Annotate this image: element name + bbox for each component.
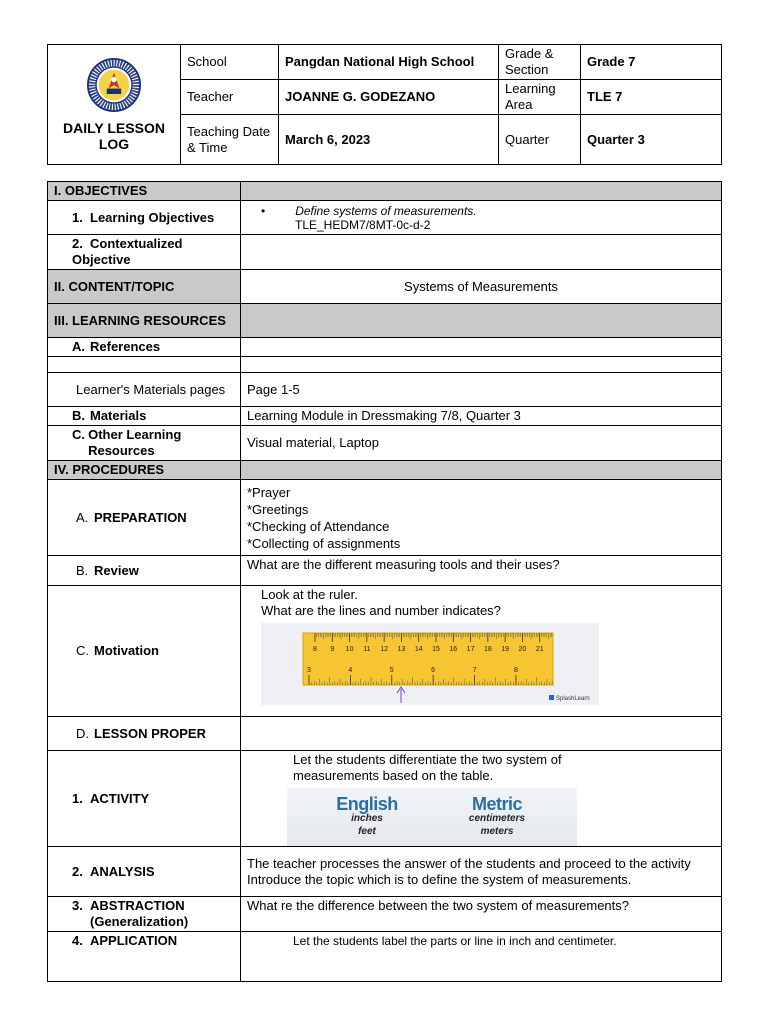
procedures-heading: IV. PROCEDURES xyxy=(48,461,241,480)
preparation-value xyxy=(241,480,722,556)
teacher-value: JOANNE G. GODEZANO xyxy=(279,80,499,115)
teacher-label: Teacher xyxy=(181,80,279,115)
area-label: Learning Area xyxy=(499,80,581,115)
school-value: Pangdan National High School xyxy=(279,45,499,80)
english-unit: inches xyxy=(351,813,383,824)
preparation-label: A. PREPARATION xyxy=(48,480,241,556)
bullet-icon: • xyxy=(261,204,296,218)
lesson-proper-label: D. LESSON PROPER xyxy=(48,717,241,751)
application-value: Let the students label the parts or line in inch and centimeter. xyxy=(241,932,722,982)
metric-unit: centimeters xyxy=(468,813,526,824)
analysis-value: The teacher processes the answer of the students and proceed to the activity Introduce the topic which is to define the system of measurements. xyxy=(241,847,722,897)
activity-text: Let the students differentiate the two system of measurements based on the table. xyxy=(293,752,562,783)
learning-objectives-value: • Define systems of measurements. TLE_HEDM7/8MT-0c-d-2 xyxy=(241,201,722,235)
ruler-image xyxy=(261,623,599,705)
systems-image xyxy=(287,788,577,846)
school-label: School xyxy=(181,45,279,80)
inch-label: 3 xyxy=(307,667,311,674)
quarter-label: Quarter xyxy=(499,115,581,165)
cm-label: 12 xyxy=(380,646,389,653)
motivation-line-1: Look at the ruler. xyxy=(261,587,358,602)
grade-value: Grade 7 xyxy=(581,45,722,80)
references-label: A. References xyxy=(48,338,241,357)
other-resources-value: Visual material, Laptop xyxy=(241,426,722,461)
other-resources-label: C. Other Learning Resources xyxy=(48,426,241,461)
english-heading: English xyxy=(336,794,398,814)
inch-label: 8 xyxy=(513,667,518,674)
content-value: Systems of Measurements xyxy=(241,270,722,304)
review-value: What are the different measuring tools and their uses? xyxy=(241,556,722,586)
cm-label: 10 xyxy=(345,646,354,653)
title-cell xyxy=(48,45,181,165)
prep-item: *Greetings xyxy=(247,501,309,517)
cm-label: 9 xyxy=(330,646,335,653)
motivation-label: C. Motivation xyxy=(48,586,241,717)
cm-label: 17 xyxy=(466,646,475,653)
prep-item: *Checking of Attendance xyxy=(247,518,390,534)
deped-seal-icon xyxy=(87,58,141,112)
content-heading: II. CONTENT/TOPIC xyxy=(48,270,241,304)
motivation-value xyxy=(241,586,722,717)
learners-materials-label: Learner's Materials pages xyxy=(48,373,241,407)
review-label: B. Review xyxy=(48,556,241,586)
splashlearn-logo-icon xyxy=(549,695,554,700)
cm-label: 13 xyxy=(397,646,406,653)
date-label: Teaching Date & Time xyxy=(181,115,279,165)
header-table xyxy=(47,44,722,165)
materials-value: Learning Module in Dressmaking 7/8, Quarter 3 xyxy=(241,407,722,426)
contextualized-objective-value xyxy=(241,235,722,270)
cm-label: 15 xyxy=(432,646,440,653)
cm-label: 11 xyxy=(363,646,371,653)
abstraction-value: What re the difference between the two system of measurements? xyxy=(241,897,722,932)
materials-label: B. Materials xyxy=(48,407,241,426)
cm-label: 18 xyxy=(483,646,492,653)
abstraction-label: 3. ABSTRACTION (Generalization) xyxy=(48,897,241,932)
motivation-line-2: What are the lines and number indicates? xyxy=(261,603,501,618)
lesson-table xyxy=(47,181,722,982)
resources-heading: III. LEARNING RESOURCES xyxy=(48,304,241,338)
grade-label: Grade & Section xyxy=(499,45,581,80)
activity-label: 1. ACTIVITY xyxy=(48,751,241,847)
ruler-icon xyxy=(261,623,599,705)
credit-label: SplashLearn xyxy=(556,696,590,702)
prep-item: *Prayer xyxy=(247,484,291,500)
cm-label: 16 xyxy=(449,646,458,653)
activity-value xyxy=(241,751,722,847)
learners-materials-value: Page 1-5 xyxy=(241,373,722,407)
inch-label: 4 xyxy=(348,667,353,674)
area-value: TLE 7 xyxy=(581,80,722,115)
metric-heading: Metric xyxy=(471,794,522,814)
cm-label: 19 xyxy=(501,646,510,653)
quarter-value: Quarter 3 xyxy=(581,115,722,165)
learning-objectives-label: 1. Learning Objectives xyxy=(48,201,241,235)
cm-label: 14 xyxy=(414,646,423,653)
application-label: 4. APPLICATION xyxy=(48,932,241,982)
objectives-heading: I. OBJECTIVES xyxy=(48,182,241,201)
cm-label: 20 xyxy=(518,646,527,653)
contextualized-objective-label: 2. Contextualized Objective xyxy=(48,235,241,270)
page-title: DAILY LESSON LOG xyxy=(63,119,165,152)
metric-unit: meters xyxy=(480,826,514,837)
inch-label: 7 xyxy=(472,667,477,674)
inch-label: 6 xyxy=(431,667,436,674)
date-value: March 6, 2023 xyxy=(279,115,499,165)
english-unit: feet xyxy=(358,826,376,837)
prep-item: *Collecting of assignments xyxy=(247,535,401,551)
cm-label: 8 xyxy=(313,646,317,653)
inch-label: 5 xyxy=(389,667,394,674)
analysis-label: 2. ANALYSIS xyxy=(48,847,241,897)
competency-code: TLE_HEDM7/8MT-0c-d-2 xyxy=(295,218,431,232)
cm-label: 21 xyxy=(535,646,544,653)
